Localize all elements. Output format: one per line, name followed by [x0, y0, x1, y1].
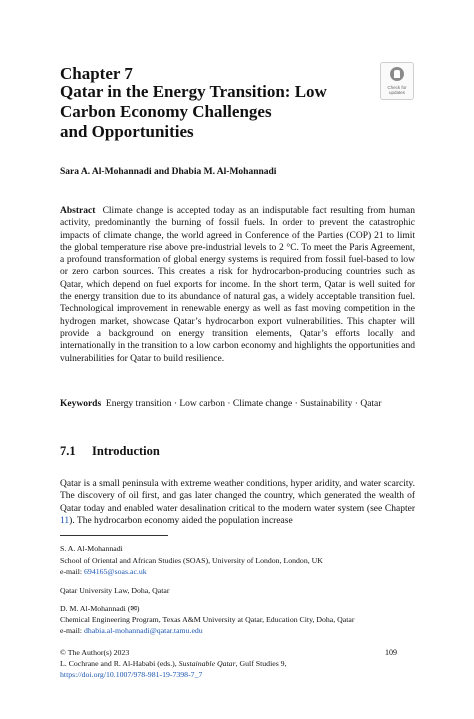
author1-email-line: [60, 567, 147, 577]
footnote-divider: [60, 535, 168, 536]
chapter-title-line: and Opportunities: [60, 122, 194, 141]
intro-text-before: Qatar is a small peninsula with extreme weather conditions, hyper aridity, and water scarcity. The discovery of oil first, and gas later changed the country, which generated the wealth of Qatar today and enabled water desalination critical to the modern water system (see Chapter: [60, 479, 415, 514]
citation-series: , Gulf Studies 9,: [235, 659, 287, 668]
keywords-text: Energy transition · Low carbon · Climate change · Sustainability · Qatar: [105, 399, 382, 409]
author2-name: D. M. Al-Mohannadi (✉): [60, 604, 140, 613]
keywords-label: Keywords: [60, 399, 102, 409]
abstract: [60, 205, 415, 365]
chapter-title-line: Carbon Economy Challenges: [60, 102, 272, 121]
author2-email-link[interactable]: dhabia.al-mohannadi@qatar.tamu.edu: [84, 626, 203, 635]
copyright-line: © The Author(s) 2023: [60, 648, 130, 657]
book-title: Sustainable Qatar: [178, 659, 236, 668]
chapter-title: [60, 82, 360, 142]
chapter-title-line: Qatar in the Energy Transition: Low: [60, 82, 327, 101]
section-number: 7.1: [60, 444, 76, 458]
author1-name: S. A. Al-Mohannadi: [60, 544, 123, 553]
badge-line-1: Check for: [387, 85, 407, 90]
citation-line: [60, 659, 287, 669]
page-number: 109: [385, 648, 397, 657]
affiliation-2: Qatar University Law, Doha, Qatar: [60, 586, 170, 595]
author2-affiliation: Chemical Engineering Program, Texas A&M University at Qatar, Education City, Doha, Qatar: [60, 615, 355, 624]
check-for-updates-badge[interactable]: [380, 62, 414, 100]
email-label: e-mail:: [60, 567, 85, 576]
abstract-label: Abstract: [60, 206, 96, 216]
keywords: [60, 398, 415, 410]
chapter-11-link[interactable]: 11: [60, 515, 70, 526]
author1-affiliation: School of Oriental and African Studies (SOAS), University of London, London, UK: [60, 556, 323, 565]
section-title: Introduction: [92, 444, 160, 458]
badge-line-2: updates: [388, 90, 405, 95]
abstract-text: Climate change is accepted today as an indisputable fact resulting from human activity, predominantly the burning of fossil fuels. In order to prevent the catastrophic impacts of climate change, the world agreed in Conference of the Parties (COP) 21 to limit the global temperature rise above pre-industrial levels to 2 °C. To meet the Paris Agreement, a profound transformation of global energy systems is required from fossil fuel-based to low or zero carbon sources. This creates a risk for hydrocarbon-producing countries such as Qatar, which depend on fuel exports for income. In the short term, Qatar is well suited for the energy transition due to its abundance of natural gas, a widely acceptable transition fuel. Technological improvement in renewable energy as well as fast moving competition in the hydrogen market, showcase Qatar’s hydrocarbon export vulnerabilities. This chapter will provide a background on energy transition elements, Qatar’s efforts locally and internationally in the transition to a low carbon economy and highlights the opportunities and vulnerabilities for Qatar to build resilience.: [60, 206, 416, 364]
intro-text-after: ). The hydrocarbon economy aided the population increase: [69, 515, 293, 526]
chapter-label: Chapter 7: [60, 64, 133, 83]
citation-editors: L. Cochrane and R. Al-Hababi (eds.),: [60, 659, 179, 668]
doi-link[interactable]: https://doi.org/10.1007/978-981-19-7398-7_7: [60, 670, 203, 679]
intro-paragraph: [60, 478, 415, 527]
email-label: e-mail:: [60, 626, 85, 635]
author1-email-link[interactable]: 694165@soas.ac.uk: [84, 567, 147, 576]
doi-line: [60, 670, 202, 680]
author2-email-line: [60, 626, 203, 636]
bookmark-icon: [390, 67, 404, 81]
section-heading: [60, 444, 160, 459]
author-list: Sara A. Al-Mohannadi and Dhabia M. Al-Mohannadi: [60, 167, 277, 177]
